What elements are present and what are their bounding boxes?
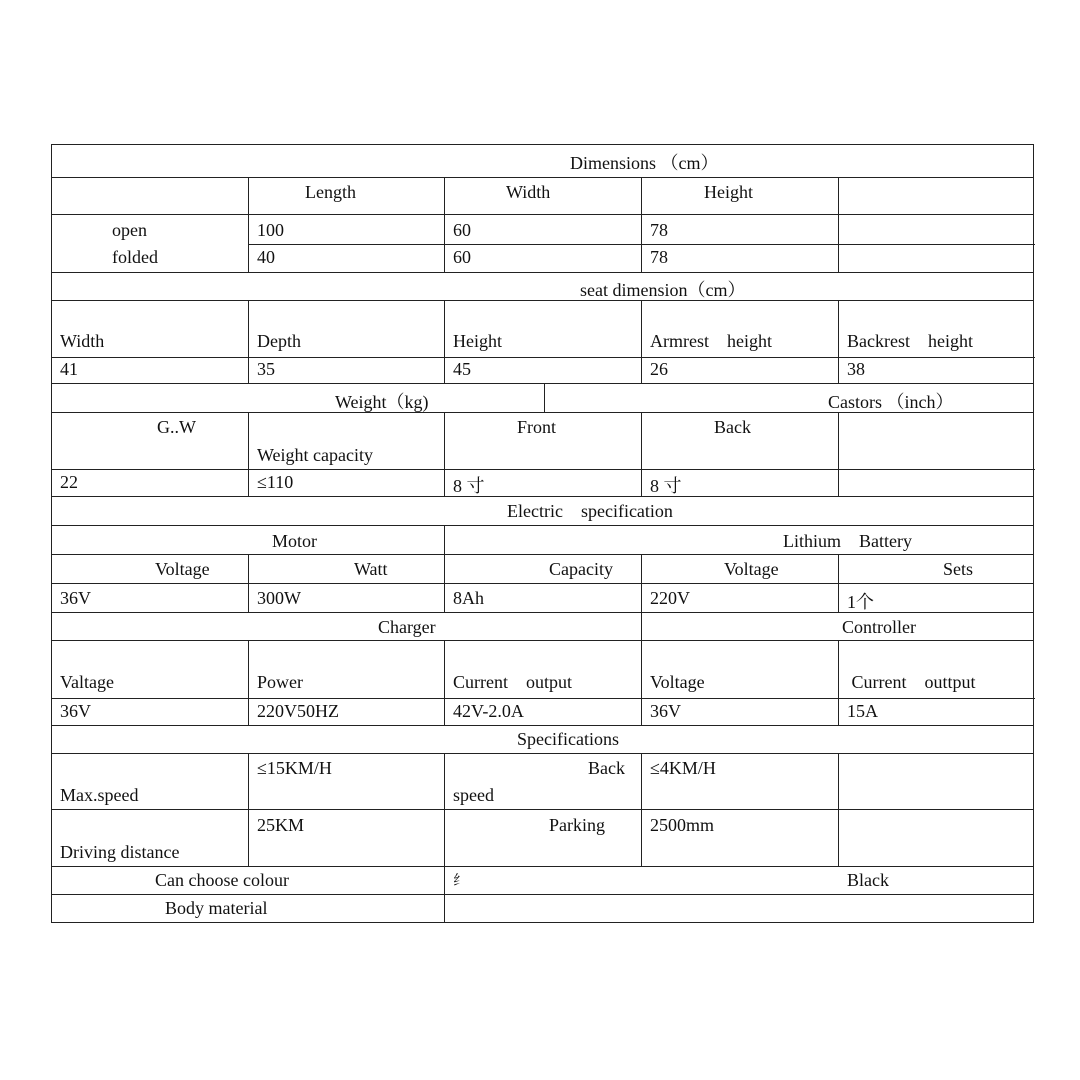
capacity-value: 8Ah (453, 588, 484, 608)
motor-voltage-value: 36V (60, 588, 91, 608)
controller-current-value: 15A (847, 701, 878, 721)
charger-header: Charger (378, 617, 436, 637)
seat-width-value: 41 (60, 359, 78, 379)
charger-current-output-value: 42V-2.0A (453, 701, 524, 721)
capacity-label: Capacity (549, 559, 613, 579)
driving-distance-value: 25KM (257, 815, 305, 835)
battery-voltage-label: Voltage (724, 559, 779, 579)
seat-height-label: Height (453, 331, 502, 351)
body-material-label: Body material (165, 898, 268, 918)
controller-header: Controller (842, 617, 916, 637)
weight-header: Weight（kg) (335, 392, 429, 412)
back-speed-value: ≤4KM/H (650, 758, 716, 778)
electric-header-row (52, 497, 1033, 526)
folded-label: folded (112, 247, 158, 267)
seat-header: seat dimension（cm） (580, 280, 746, 300)
body-material-row (52, 895, 1033, 922)
backrest-height-label: Backrest height (847, 331, 973, 351)
dimensions-columns-row (52, 178, 1033, 215)
backrest-height-value: 38 (847, 359, 865, 379)
max-speed-label: Max.speed (60, 785, 139, 805)
parking-value: 2500mm (650, 815, 715, 835)
controller-voltage-value: 36V (650, 701, 681, 721)
weight-capacity-label: Weight capacity (257, 445, 373, 465)
seat-values-row (52, 357, 1033, 384)
watt-label: Watt (354, 559, 388, 579)
folded-width: 60 (453, 247, 471, 267)
specifications-header: Specifications (517, 729, 619, 749)
weight-values-row (52, 469, 1033, 497)
seat-width-label: Width (60, 331, 105, 351)
max-speed-value: ≤15KM/H (257, 758, 332, 778)
charger-power-label: Power (257, 672, 303, 692)
driving-distance-label: Driving distance (60, 842, 180, 862)
back-castor-label: Back (714, 417, 751, 437)
seat-depth-value: 35 (257, 359, 275, 379)
controller-voltage-label: Voltage (650, 672, 705, 692)
seat-height-value: 45 (453, 359, 471, 379)
open-length: 100 (257, 220, 284, 240)
folded-row (52, 244, 1033, 273)
battery-header: Lithium Battery (783, 531, 912, 551)
charger-values-row (52, 698, 1033, 726)
colour-value: Black (847, 870, 889, 890)
dimensions-header-row (52, 145, 1033, 178)
gw-label: G..W (157, 417, 196, 437)
sets-value: 1个 (847, 592, 874, 612)
charger-controller-header-row (52, 613, 1033, 641)
col-height-header: Height (704, 182, 753, 202)
castors-header: Castors （inch） (828, 392, 954, 412)
open-row (52, 215, 1033, 244)
charger-current-output-label: Current output (453, 672, 572, 692)
charger-valtage-label: Valtage (60, 672, 114, 692)
front-castor-label: Front (517, 417, 557, 437)
armrest-height-label: Armrest height (650, 331, 772, 351)
col-width-header: Width (506, 182, 551, 202)
colour-label: Can choose colour (155, 870, 289, 890)
electric-values-row (52, 584, 1033, 613)
speed-label: speed (453, 785, 494, 805)
specifications-header-row (52, 726, 1033, 754)
parking-label: Parking (549, 815, 605, 835)
motor-header: Motor (272, 531, 317, 551)
electric-labels-row (52, 555, 1033, 584)
battery-voltage-value: 220V (650, 588, 690, 608)
motor-battery-header-row (52, 526, 1033, 555)
charger-labels-row (52, 641, 1033, 698)
back-castor-value: 8 寸 (650, 476, 682, 496)
open-width: 60 (453, 220, 471, 240)
watt-value: 300W (257, 588, 301, 608)
front-castor-value: 8 寸 (453, 476, 485, 496)
dimensions-header: Dimensions （cm） (570, 153, 719, 173)
folded-height: 78 (650, 247, 668, 267)
colour-mark: 纟 (453, 874, 467, 889)
armrest-height-value: 26 (650, 359, 668, 379)
charger-valtage-value: 36V (60, 701, 91, 721)
spec-table (51, 144, 1034, 923)
gw-value: 22 (60, 472, 78, 492)
motor-voltage-label: Voltage (155, 559, 210, 579)
weight-labels-row (52, 413, 1033, 469)
seat-header-row (52, 273, 1033, 301)
seat-depth-label: Depth (257, 331, 301, 351)
sets-label: Sets (943, 559, 974, 579)
controller-current-label: Current outtput (847, 672, 976, 692)
seat-labels-row (52, 301, 1033, 357)
weight-castors-header-row (52, 384, 1033, 413)
col-length-header: Length (305, 182, 356, 202)
colour-row (52, 867, 1033, 895)
charger-power-value: 220V50HZ (257, 701, 339, 721)
electric-header: Electric specification (507, 501, 673, 521)
back-label: Back (588, 758, 625, 778)
weight-capacity-value: ≤110 (257, 472, 294, 492)
max-speed-row (52, 754, 1033, 810)
folded-length: 40 (257, 247, 275, 267)
open-height: 78 (650, 220, 668, 240)
open-label: open (112, 220, 147, 240)
driving-distance-row (52, 810, 1033, 867)
